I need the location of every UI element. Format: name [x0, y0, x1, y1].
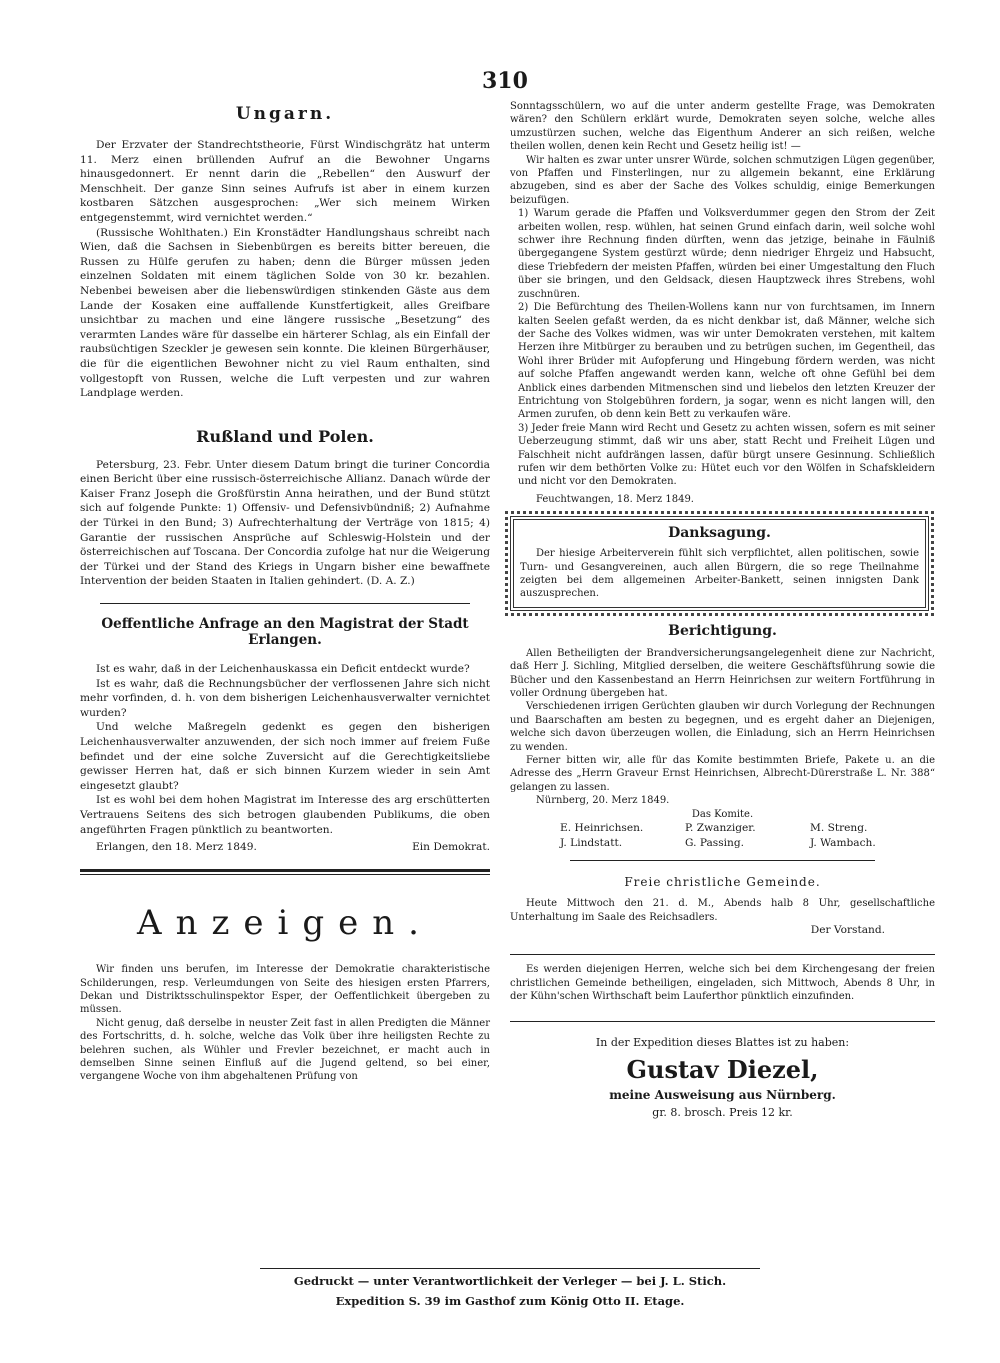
section-heading-anfrage: Oeffentliche Anfrage an den Magistrat der Stadt Erlangen.: [101, 616, 469, 649]
kirchengesang-paragraph: Es werden diejenigen Herren, welche sich bei dem Kirchengesang der freien christlichen Gemeinde betheiligen, eingeladen, sich Mittwoch, Abends 8 Uhr, in der Kühn'schen Wirthschaft beim Lauferthor pünktlich einzufinden.: [510, 964, 935, 1002]
gemeinde-signature: Der Vorstand.: [810, 924, 885, 937]
imprint-footer: [200, 1268, 820, 1311]
left-column: [80, 100, 490, 1084]
book-author: Gustav Diezel,: [626, 1055, 819, 1085]
berichtigung-paragraph: Verschiedenen irrigen Gerüchten glauben wir durch Vorlegung der Rechnungen und Baarschaften am besten zu begegnen, und es ergeht daher an Diejenigen, welche sich davon überzeugen wollen, die Einladung, sich an Herrn Heinrichsen zu wenden.: [510, 701, 935, 753]
book-title: meine Ausweisung aus Nürnberg.: [609, 1088, 836, 1103]
section-heading-russland: Rußland und Polen.: [196, 426, 374, 446]
section-heading-berichtigung: Berichtigung.: [668, 622, 777, 639]
komite-label: Das Komite.: [691, 808, 754, 820]
divider: [510, 1021, 935, 1022]
section-heading-anzeigen: Anzeigen.: [137, 903, 433, 944]
berichtigung-paragraph: Allen Betheiligten der Brandversicherungsangelegenheit diene zur Nachricht, daß Herr J. Sichling, Mitglied derselben, die weitere Geschäftsführung sowie die Bücher und den Kassenbestand an Herrn Heinrichsen zur weitern Fortführung in voller Ordnung übergeben hat.: [510, 647, 935, 700]
ungarn-paragraph: Der Erzvater der Standrechtstheorie, Fürst Windischgrätz hat unterm 11. Merz einen brüllenden Aufruf an die Bewohner Ungarns hinausgedonnert. Er nennt darin die „Rebellen“ den Auswurf der Menschheit. Der ganze Sinn seines Aufrufs ist aber in einem kurzen kostbaren Sätzchen ausgesprochen: „Wer sich meinem Wirken entgegenstemmt, wird vernichtet werden.“: [80, 139, 490, 224]
divider: [570, 860, 875, 861]
numbered-item: 3) Jeder freie Mann wird Recht und Gesetz zu achten wissen, sofern es mit seiner Ueberzeugung stimmt, daß wir uns aber, statt Recht und Freiheit Lügen und Falschheit nicht aufdrängen lassen, dafür bürgt unsere Gesinnung. Schließlich rufen wir dem bethörten Volke zu: Hütet euch vor den Wölfen in Schafskleidern und nicht vor den Demokraten.: [518, 422, 935, 488]
komite-name: J. Wambach.: [810, 836, 876, 849]
anzeigen-paragraph: Nicht genug, daß derselbe in neuster Zeit fast in allen Predigten die Männer des Fortschritts, d. h. solche, welche das Volk über ihre heiligsten Rechte zu belehren suchen, als Wühler und Frevler bezeichnet, er macht auch in demselben Sinne seinen Einfluß auf die Jugend geltend, so bei einer, vergangene Woche von ihm abgehaltenen Prüfung von: [80, 1017, 490, 1083]
imprint-line: Expedition S. 39 im Gasthof zum König Otto II. Etage.: [335, 1294, 685, 1308]
anfrage-paragraph: Ist es wohl bei dem hohen Magistrat im Interesse des arg erschütterten Vertrauens Seitens des sich betrogen glaubenden Publikums, die oben angeführten Fragen pünktlich zu beantworten.: [80, 794, 490, 836]
numbered-item: 2) Die Befürchtung des Theilen-Wollens kann nur von furchtsamen, im Innern kalten Seelen gefaßt werden, da es nicht denkbar ist, daß Männer, welche sich der Sache des Volkes widmen, was wir unter Demokraten verstehen, mit kaltem Herzen ihre Mitbürger zu berauben und zu betrügen suchen, im Gegentheil, das Wohl ihrer Brüder mit Aufopferung und Hingebung fördern werden, was nicht auf solche Pfaffen angewandt werden kann, welche oft ohne Gefühl bei dem Anblick eines darbenden Mitmenschen sind und liebelos den letzten Kreuzer der Entrichtung von Stolgebühren fordern, ja sogar, wenn es nicht langen will, den Armen zurufen, ob denn kein Bett zu verkaufen wäre.: [518, 302, 935, 421]
continuation-paragraph: Sonntagsschülern, wo auf die unter anderm gestellte Frage, was Demokraten wären? den Schülern erklärt wurde, Demokraten seyen solche, welche alles umzustürzen suchen, welche das Eigenthum Anderer an sich reißen, welche theilen wollen, denen kein Recht und Gesetz heilig ist! —: [510, 101, 935, 153]
danksagung-box: [510, 516, 929, 611]
komite-names: [510, 821, 935, 850]
divider: [510, 954, 935, 955]
divider: [100, 603, 470, 604]
continuation-paragraph: Wir halten es zwar unter unsrer Würde, solchen schmutzigen Lügen gegenüber, von Pfaffen und Finsterlingen, nur zu allgemein bekannt, eine Erklärung abzugeben, sind es aber der Sache des Volkes schuldig, einige Bemerkungen beizufügen.: [510, 154, 935, 206]
komite-name: E. Heinrichsen.: [560, 822, 644, 835]
komite-name: P. Zwanziger.: [685, 822, 756, 835]
gemeinde-paragraph: Heute Mittwoch den 21. d. M., Abends halb 8 Uhr, gesellschaftliche Unterhaltung im Saale des Reichsadlers.: [510, 898, 935, 923]
danksagung-paragraph: Der hiesige Arbeiterverein fühlt sich verpflichtet, allen politischen, sowie Turn- und Gesangvereinen, auch allen Bürgern, die so rege Theilnahme zeigten bei dem allgemeinen Arbeiter-Bankett, seinen innigsten Dank auszusprechen.: [520, 548, 919, 600]
place-date: Feuchtwangen, 18. Merz 1849.: [536, 493, 694, 505]
signature: Ein Demokrat.: [412, 841, 490, 854]
thick-divider: [80, 869, 490, 875]
section-heading-danksagung: Danksagung.: [668, 525, 771, 542]
section-heading-ungarn: Ungarn.: [235, 104, 335, 124]
russland-paragraph: Petersburg, 23. Febr. Unter diesem Datum bringt die turiner Concordia einen Bericht über eine russisch-österreichische Allianz. Danach würde der Kaiser Franz Joseph die Großfürstin Anna heirathen, und der Bund stützt sich auf folgende Punkte: 1) Offensiv- und Defensivbündniß; 2) Aufnahme der Türkei in den Bund; 3) Aufrechterhaltung der Verträge von 1815; 4) Garantie der russischen Ansprüche auf Schleswig-Holstein und der österreichischen auf Toscana. Der Concordia zufolge hat nur die Weigerung der Türkei und der Stand des Kriegs in Ungarn bisher eine bewaffnete Intervention der beiden Staaten in Italien gehindert. (D. A. Z.): [80, 458, 490, 588]
anfrage-paragraph: Und welche Maßregeln gedenkt es gegen den bisherigen Leichenhausverwalter anzuwenden, der sich noch immer auf freiem Fuße befindet und der eine solche Zuversicht auf die Gerechtigkeitsliebe gewisser Herren hat, daß er sich binnen Kurzem wieder in sein Amt eingesetzt glaubt?: [80, 721, 490, 792]
right-column: [510, 100, 935, 1119]
footer-rule: [260, 1268, 760, 1269]
anfrage-signature-line: [80, 841, 490, 853]
section-heading-gemeinde: Freie christliche Gemeinde.: [624, 875, 821, 890]
page-number: 310: [482, 68, 528, 94]
book-intro: In der Expedition dieses Blattes ist zu haben:: [595, 1036, 850, 1050]
anfrage-paragraph: Ist es wahr, daß die Rechnungsbücher der verflossenen Jahre sich nicht mehr vorfinden, d. h. von dem bisherigen Leichenhausverwalter vernichtet wurden?: [80, 677, 490, 719]
book-price: gr. 8. brosch. Preis 12 kr.: [652, 1106, 793, 1120]
komite-name: J. Lindstatt.: [560, 836, 623, 849]
komite-name: G. Passing.: [685, 836, 745, 849]
imprint-line: Gedruckt — unter Verantwortlichkeit der Verleger — bei J. L. Stich.: [293, 1274, 727, 1288]
ungarn-paragraph: (Russische Wohlthaten.) Ein Kronstädter Handlungshaus schreibt nach Wien, daß die Sachsen in Siebenbürgen es bereits bitter bereuen, die Russen zu Hülfe gerufen zu haben; denn die Bürger müssen jeden einzelnen Soldaten mit einem täglichen Solde von 30 kr. bezahlen. Nebenbei beweisen aber die liebenswürdigen stinkenden Gäste aus dem Lande der Kosaken eine auffallende Kunstfertigkeit, alles Greifbare unsichtbar zu machen und eine längere russische „Besetzung“ des verarmten Landes wäre für dasselbe ein härterer Schlag, als ein Einfall der raubsüchtigen Szeckler je gewesen sein konnte. Die kleinen Bürgerhäuser, die für die eigentlichen Bewohner nicht zu viel Raum enthalten, sind vollgestopft von Russen, welche die Luft verpesten und zur wahren Landplage werden.: [80, 226, 490, 400]
numbered-item: 1) Warum gerade die Pfaffen und Volksverdummer gegen den Strom der Zeit arbeiten wollen, resp. wühlen, hat seinen Grund einfach darin, weil solche wohl schwer ihre Rechnung finden dürften, wenn das jetzige, beinahe in Fäulniß übergegangene System gestürzt würde; denn niedriger Ehrgeiz und Habsucht, diese Triebfedern der meisten Pfaffen, würden bei einer Umgestaltung den Fluch über sie bringen, und den Geldsack, diesen Hauptzweck ihres Strebens, wohl zuschnüren.: [518, 208, 935, 300]
komite-name: M. Streng.: [810, 822, 868, 835]
berichtigung-paragraph: Ferner bitten wir, alle für das Komite bestimmten Briefe, Pakete u. an die Adresse des „Herrn Graveur Ernst Heinrichsen, Albrecht-Dürerstraße L. Nr. 388“ gelangen zu lassen.: [510, 755, 935, 793]
anfrage-paragraph: Ist es wahr, daß in der Leichenhauskassa ein Deficit entdeckt wurde?: [96, 663, 470, 676]
place-date: Erlangen, den 18. Merz 1849.: [96, 841, 257, 854]
anzeigen-paragraph: Wir finden uns berufen, im Interesse der Demokratie charakteristische Schilderungen, resp. Verleumdungen von Seite des hiesigen ersten Pfarrers, Dekan und Distriktsschulinspektor Esper, der Oeffentlichkeit übergeben zu müssen.: [80, 964, 490, 1016]
place-date: Nürnberg, 20. Merz 1849.: [536, 795, 670, 807]
